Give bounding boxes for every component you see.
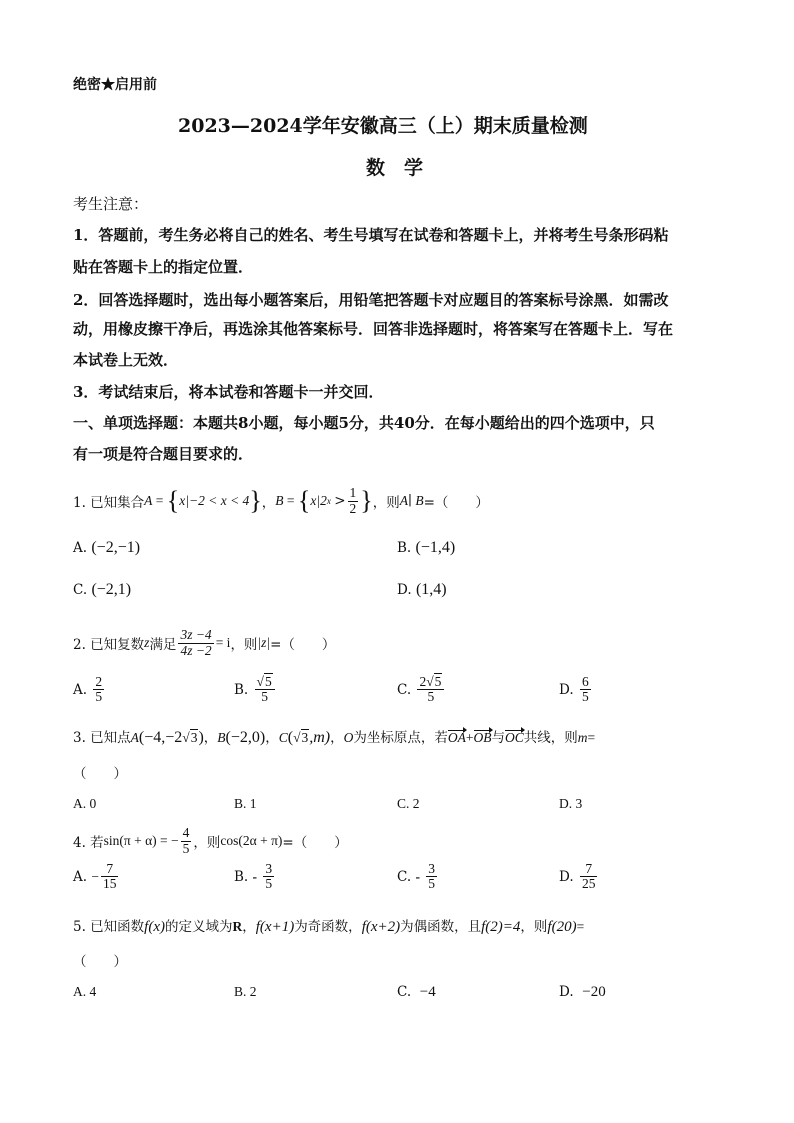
q1-ask: ，则 [372, 495, 400, 511]
question-5: 5. 已知函数f(x)的定义域为R，f(x+1)为奇函数，f(x+2)为偶函数，且f(2)=4，则f(20)= [73, 919, 585, 935]
q1-setB-lhs: B [275, 493, 284, 508]
notice-item2-line2: 动，用橡皮擦干净后，再选涂其他答案标号．回答非选择题时，将答案写在答题卡上．写在 [73, 320, 674, 338]
q3-option-b: B. 1 [234, 796, 257, 811]
notice-heading: 考生注意： [73, 195, 149, 213]
q1-option-c: C. (−2,1) [73, 581, 132, 598]
section1-line2: 有一项是符合题目要求的． [73, 445, 254, 463]
q1-setB-den: 2 [349, 500, 357, 516]
q1-sep: ， [261, 495, 276, 511]
q3-option-a: A. 0 [73, 796, 97, 811]
q3-option-c: C. 2 [397, 796, 420, 811]
q3-option-d: D. 3 [559, 796, 583, 811]
q4-sin-expr: sin(π + α) = − [103, 833, 179, 848]
q1-option-a: A. (−2,−1) [73, 539, 141, 556]
q1-setB-x: x|2 [310, 493, 327, 508]
q5-paren: （ ） [73, 954, 127, 970]
question-1: 1. 已知集合 A = { x|−2 < x < 4 } ， B = { x|2 x > $\frac{1}{2}$ } ，则 A∣ B =（ ） [73, 485, 489, 516]
q1-ask-expr: A∣ B [399, 493, 424, 508]
q4-option-d: D. $\frac{7}{25}$ [559, 861, 596, 892]
q1-setB-exp: x [326, 496, 331, 506]
vector-oa: OA [447, 730, 466, 745]
q2-option-d: D. $\frac{6}{5}$ [559, 674, 589, 705]
q1-setB-num: 1 [349, 485, 357, 501]
notice-item1-line1: 1．答题前，考生务必将自己的姓名、考生号填写在试卷和答题卡上，并将考生号条形码粘 [73, 226, 669, 244]
q5-option-b: B. 2 [234, 984, 257, 999]
q1-option-b: B. (−1,4) [397, 539, 456, 556]
q1-setA-body: x|−2 < x < 4 [179, 493, 250, 508]
q1-setA-lhs: A [144, 493, 153, 508]
q2-option-c: C. $\frac{2√5}{5}$ [397, 675, 446, 704]
q2-option-a: A. $\frac{2}{5}$ [73, 674, 103, 705]
question-3: 3. 已知点A(−4,−2√3)，B(−2,0)，C(√3,m)，O为坐标原点，若OA+OB与OC共线，则m= [73, 729, 596, 746]
q3-paren: （ ） [73, 766, 127, 782]
vector-oc: OC [505, 730, 524, 745]
notice-item3: 3．考试结束后，将本试卷和答题卡一并交回． [73, 383, 384, 401]
section1-line1: 一、单项选择题：本题共8小题，每小题5分，共40分．在每小题给出的四个选项中，只 [73, 414, 655, 432]
q2-option-b: B. $\frac{√5}{5}$ [234, 675, 277, 704]
secret-label: 绝密★启用前 [73, 77, 157, 93]
notice-item2-line1: 2．回答选择题时，选出每小题答案后，用铅笔把答题卡对应题目的答案标号涂黑．如需改 [73, 291, 669, 309]
q4-option-a: A. − $\frac{7}{15}$ [73, 861, 117, 892]
vector-ob: OB [473, 730, 492, 745]
notice-item1-line2: 贴在答题卡上的指定位置． [73, 258, 254, 276]
q2-fraction: $\frac{3z -4}{4z -2}$ [180, 627, 212, 658]
q1-prefix: 1. 已知集合 [73, 495, 145, 511]
q1-option-d: D. (1,4) [397, 581, 447, 598]
question-2: 2. 已知复数 z 满足 $\frac{3z -4}{4z -2}$ = i ，则 |z| =（ ） [73, 627, 336, 658]
q5-option-d: D. −20 [559, 984, 606, 1000]
exam-title: 2023—2024学年安徽高三（上）期末质量检测 [178, 115, 588, 137]
subject-title: 数 学 [366, 157, 424, 179]
q4-option-c: C. - $\frac{3}{5}$ [397, 861, 435, 892]
q5-option-c: C. −4 [397, 984, 436, 1000]
q4-option-b: B. - $\frac{3}{5}$ [234, 861, 273, 892]
q1-ask-eq: =（ ） [423, 495, 489, 511]
q5-option-a: A. 4 [73, 984, 97, 999]
q1-setB-gt: > [334, 493, 346, 509]
notice-item2-line3: 本试卷上无效． [73, 351, 179, 369]
question-4: 4. 若 sin(π + α) = − $\frac{4}{5}$ ，则 cos(2α + π) =（ ） [73, 825, 348, 856]
